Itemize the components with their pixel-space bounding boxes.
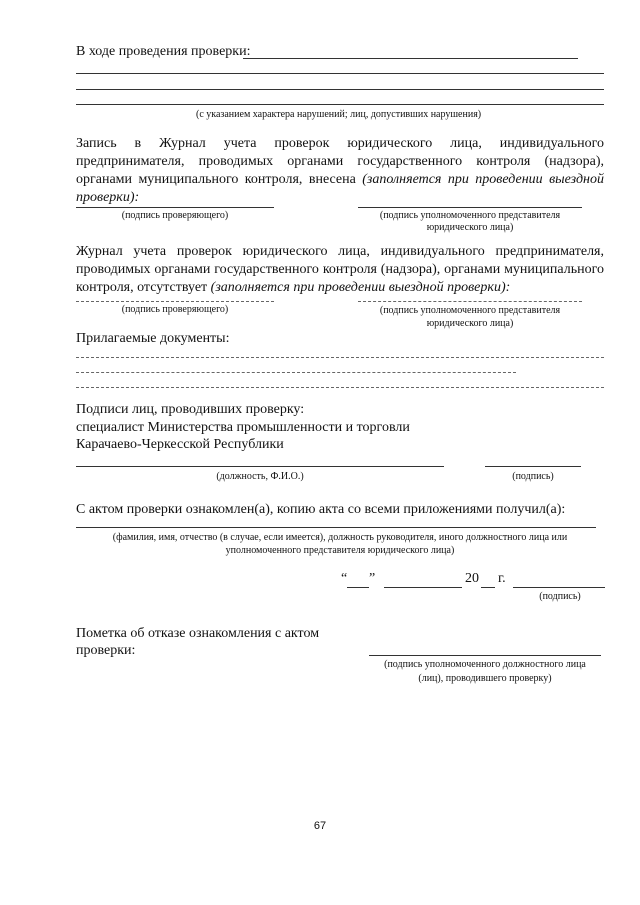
refusal-caption-1: (подпись уполномоченного должностного лица [384, 659, 586, 670]
journal-entry-rep-caption-2: юридического лица) [426, 222, 514, 233]
acquainted-text: С актом проверки ознакомлен(а), копию акта со всеми приложениями получил(а): [76, 502, 566, 517]
inspection-field-line-2 [76, 73, 604, 74]
inspection-caption: (с указанием характера нарушений; лиц, допустивших нарушения) [196, 109, 482, 120]
journal-absent-rep-sig-line [358, 301, 582, 302]
acquainted-sign-caption: (подпись) [539, 591, 581, 602]
refusal-line-1: Пометка об отказе ознакомления с актом [76, 626, 320, 641]
date-day-line [347, 587, 369, 588]
journal-absent-note: (заполняется при проведении выездной проверки): [210, 280, 511, 295]
attachments-line-1 [76, 357, 604, 358]
date-quote-open: “ [341, 571, 348, 586]
signatures-position-caption: (должность, Ф.И.О.) [216, 471, 304, 482]
journal-absent-rep-caption-2: юридического лица) [426, 318, 514, 329]
signatures-sign-caption: (подпись) [512, 471, 554, 482]
inspection-label: В ходе проведения проверки: [76, 44, 251, 59]
inspection-field-line-1 [243, 58, 578, 59]
journal-entry-text: Запись в Журнал учета проверок юридического лица, индивидуального предпринимателя, проводимых органами государственного контроля (надзора), органами муниципального контроля, внесена [76, 136, 604, 187]
refusal-caption-2: (лиц), проводившего проверку) [418, 673, 552, 684]
journal-absent-inspector-sig-line [76, 301, 274, 302]
refusal-sign-line [369, 655, 601, 656]
signatures-position-line [76, 466, 444, 467]
date-month-line [384, 587, 462, 588]
journal-entry-rep-sig-line [358, 207, 582, 208]
journal-entry-rep-caption-1: (подпись уполномоченного представителя [379, 210, 561, 221]
journal-entry-inspector-sig-line [76, 207, 274, 208]
date-year-prefix: 20 [465, 571, 479, 586]
signatures-line-3: Карачаево-Черкесской Республики [76, 437, 284, 452]
signatures-line-2: специалист Министерства промышленности и торговли [76, 420, 410, 435]
acquainted-caption-1: (фамилия, имя, отчество (в случае, если имеется), должность руководителя, иного должностного лица или [112, 532, 568, 543]
inspection-field-line-4 [76, 104, 604, 105]
journal-absent-text: Журнал учета проверок юридического лица, индивидуального предпринимателя, проводимых органами государственного контроля (надзора), органами муниципального контроля, отсутствует [76, 244, 604, 295]
journal-entry-inspector-caption: (подпись проверяющего) [121, 210, 229, 221]
acquainted-sign-line [513, 587, 605, 588]
acquainted-caption-2: уполномоченного представителя юридического лица) [225, 545, 455, 556]
attachments-line-2 [76, 372, 516, 373]
attachments-line-3 [76, 387, 604, 388]
attachments-label: Прилагаемые документы: [76, 331, 230, 346]
date-year-line [481, 587, 495, 588]
journal-absent-paragraph [76, 243, 604, 297]
date-quote-close: ” [369, 571, 376, 586]
journal-entry-note: (заполняется при проведении выездной проверки): [76, 172, 604, 205]
journal-absent-inspector-caption: (подпись проверяющего) [121, 304, 229, 315]
page-number: 67 [313, 820, 327, 832]
acquainted-name-line [76, 527, 596, 528]
refusal-line-2: проверки: [76, 643, 136, 658]
journal-entry-paragraph [76, 135, 604, 207]
journal-absent-rep-caption-1: (подпись уполномоченного представителя [379, 305, 561, 316]
inspection-field-line-3 [76, 89, 604, 90]
signatures-sign-line [485, 466, 581, 467]
date-year-suffix: г. [498, 571, 506, 586]
signatures-line-1: Подписи лиц, проводивших проверку: [76, 402, 305, 417]
